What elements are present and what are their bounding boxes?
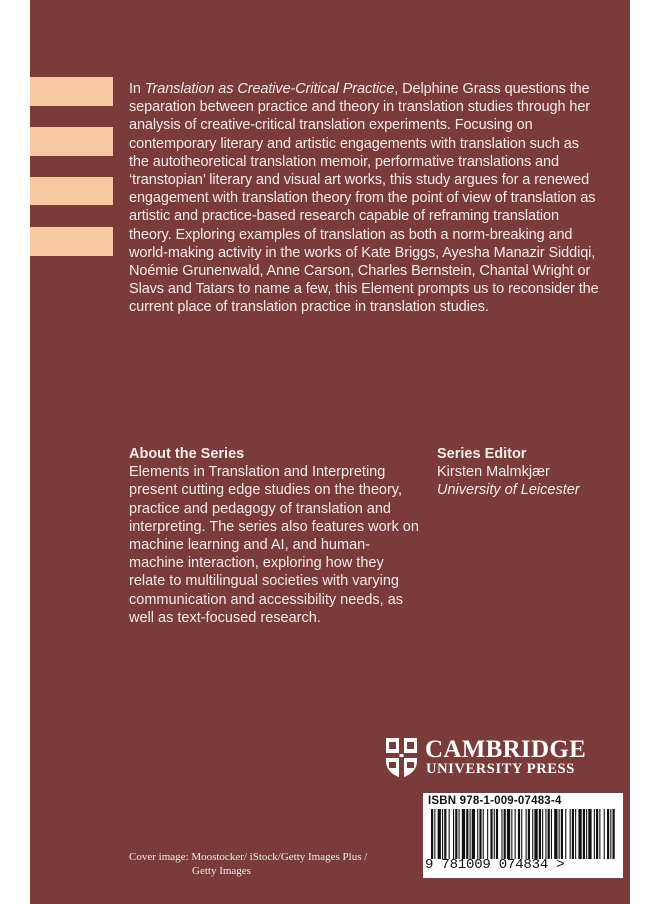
barcode-bar	[572, 809, 574, 859]
credit-line-1: Cover image: Moostocker/ iStock/Getty Images Plus /	[129, 851, 368, 863]
barcode-bar	[507, 809, 510, 859]
barcode-bar	[554, 809, 557, 859]
blurb-prefix: In	[129, 81, 145, 97]
barcode-bar	[487, 809, 488, 859]
barcode-bar	[613, 809, 615, 859]
cambridge-shield-icon	[385, 737, 418, 779]
credit-line-2: Getty Images	[192, 865, 251, 877]
barcode-bar	[532, 809, 533, 859]
editor-affiliation: University of Leicester	[437, 482, 580, 499]
barcode-bar	[596, 809, 598, 859]
barcode-bar	[444, 809, 446, 859]
decorative-stripe	[30, 127, 113, 156]
barcode-bar	[438, 809, 441, 859]
barcode-bar	[466, 809, 468, 859]
barcode-bar	[479, 809, 481, 859]
barcode-bar	[477, 809, 478, 859]
barcode-bar	[490, 809, 492, 859]
barcode-bar	[526, 809, 527, 859]
barcode-number: 9 781009 074834 >	[425, 857, 565, 873]
about-series	[129, 445, 419, 627]
about-series-heading: About the Series	[129, 446, 245, 462]
publisher-subname: UNIVERSITY PRESS	[426, 761, 575, 777]
barcode-bar	[548, 809, 550, 859]
barcode-bar	[583, 809, 585, 859]
editor-name: Kirsten Malmkjær	[437, 464, 550, 481]
barcode-bar	[559, 809, 560, 859]
about-series-text: Elements in Translation and Interpreting present cutting edge studies on the theory, practice and pedagogy of translation and interpreting. The series also features work on machine learning and AI, and human-machine interaction, exploring how they relate to multilingual societies with varying communication and accessibility needs, as well as text-focused research.	[129, 464, 419, 626]
book-title: Translation as Creative-Critical Practice	[144, 81, 395, 97]
barcode-bar	[496, 809, 498, 859]
barcode-bar	[539, 809, 541, 859]
barcode-bar	[551, 809, 552, 859]
barcode-bar	[504, 809, 506, 859]
barcode-bar	[442, 809, 443, 859]
decorative-stripe	[30, 177, 113, 205]
blurb-body: , Delphine Grass questions the separation between practice and theory in translation studies through her analysis of creative-critical translation experiments. Focusing on contemporary literary and artistic engagements with translation such as the autotheoretical translation memoir, performative translations and ‘transtopian’ literary and visual art works, this study argues for a renewed engagement with translation theory from the point of view of translation as artistic and practice-based research capable of reframing translation theory. Exploring examples of translation as both a norm-breaking and world-making activity in the works of Kate Briggs, Ayesha Manazir Siddiqi, Noémie Grunenwald, Anne Carson, Charles Bernstein, Chantal Wright or Slavs and Tatars to name a few, this Element prompts us to reconsider the current place of translation practice in translation studies.	[129, 81, 599, 316]
barcode-bar	[459, 809, 460, 859]
back-cover	[30, 0, 630, 904]
barcode-bar	[515, 809, 516, 859]
decorative-stripe	[30, 77, 113, 106]
book-blurb	[129, 80, 599, 317]
barcode-bar	[494, 809, 495, 859]
barcode-bar	[570, 809, 571, 859]
barcode-bar	[528, 809, 530, 859]
decorative-stripe	[30, 227, 113, 256]
barcode-bar	[565, 809, 566, 859]
barcode-bar	[604, 809, 605, 859]
barcode-bar	[455, 809, 457, 859]
barcode-bar	[462, 809, 465, 859]
barcode-bar	[610, 809, 611, 859]
series-editor	[437, 445, 617, 500]
barcode-bar	[470, 809, 471, 859]
barcode-bar	[575, 809, 576, 859]
barcode-bar	[449, 809, 450, 859]
barcode-bar	[501, 809, 502, 859]
barcode-bar	[588, 809, 591, 859]
barcode-bar	[578, 809, 581, 859]
isbn-label: ISBN 978-1-009-07483-4	[428, 795, 562, 807]
barcode-bar	[594, 809, 595, 859]
barcode-bar	[472, 809, 475, 859]
cover-image-credit	[129, 850, 389, 878]
barcode-bar	[521, 809, 522, 859]
publisher-logo	[385, 737, 585, 781]
barcode-bar	[561, 809, 563, 859]
barcode-bar	[434, 809, 435, 859]
series-editor-heading: Series Editor	[437, 446, 527, 462]
barcode-bar	[607, 809, 609, 859]
barcode-bar	[453, 809, 454, 859]
barcode-bar	[511, 809, 512, 859]
barcode-bars	[431, 809, 617, 859]
barcode-bar	[534, 809, 537, 859]
barcode-bar	[518, 809, 520, 859]
barcode-bar	[431, 809, 433, 859]
publisher-name: CAMBRIDGE	[425, 736, 587, 763]
barcode-bar	[483, 809, 484, 859]
barcode-bar	[545, 809, 546, 859]
isbn-barcode	[423, 793, 623, 878]
barcode-bar	[599, 809, 600, 859]
barcode-bar	[586, 809, 587, 859]
barcode-bar	[542, 809, 543, 859]
